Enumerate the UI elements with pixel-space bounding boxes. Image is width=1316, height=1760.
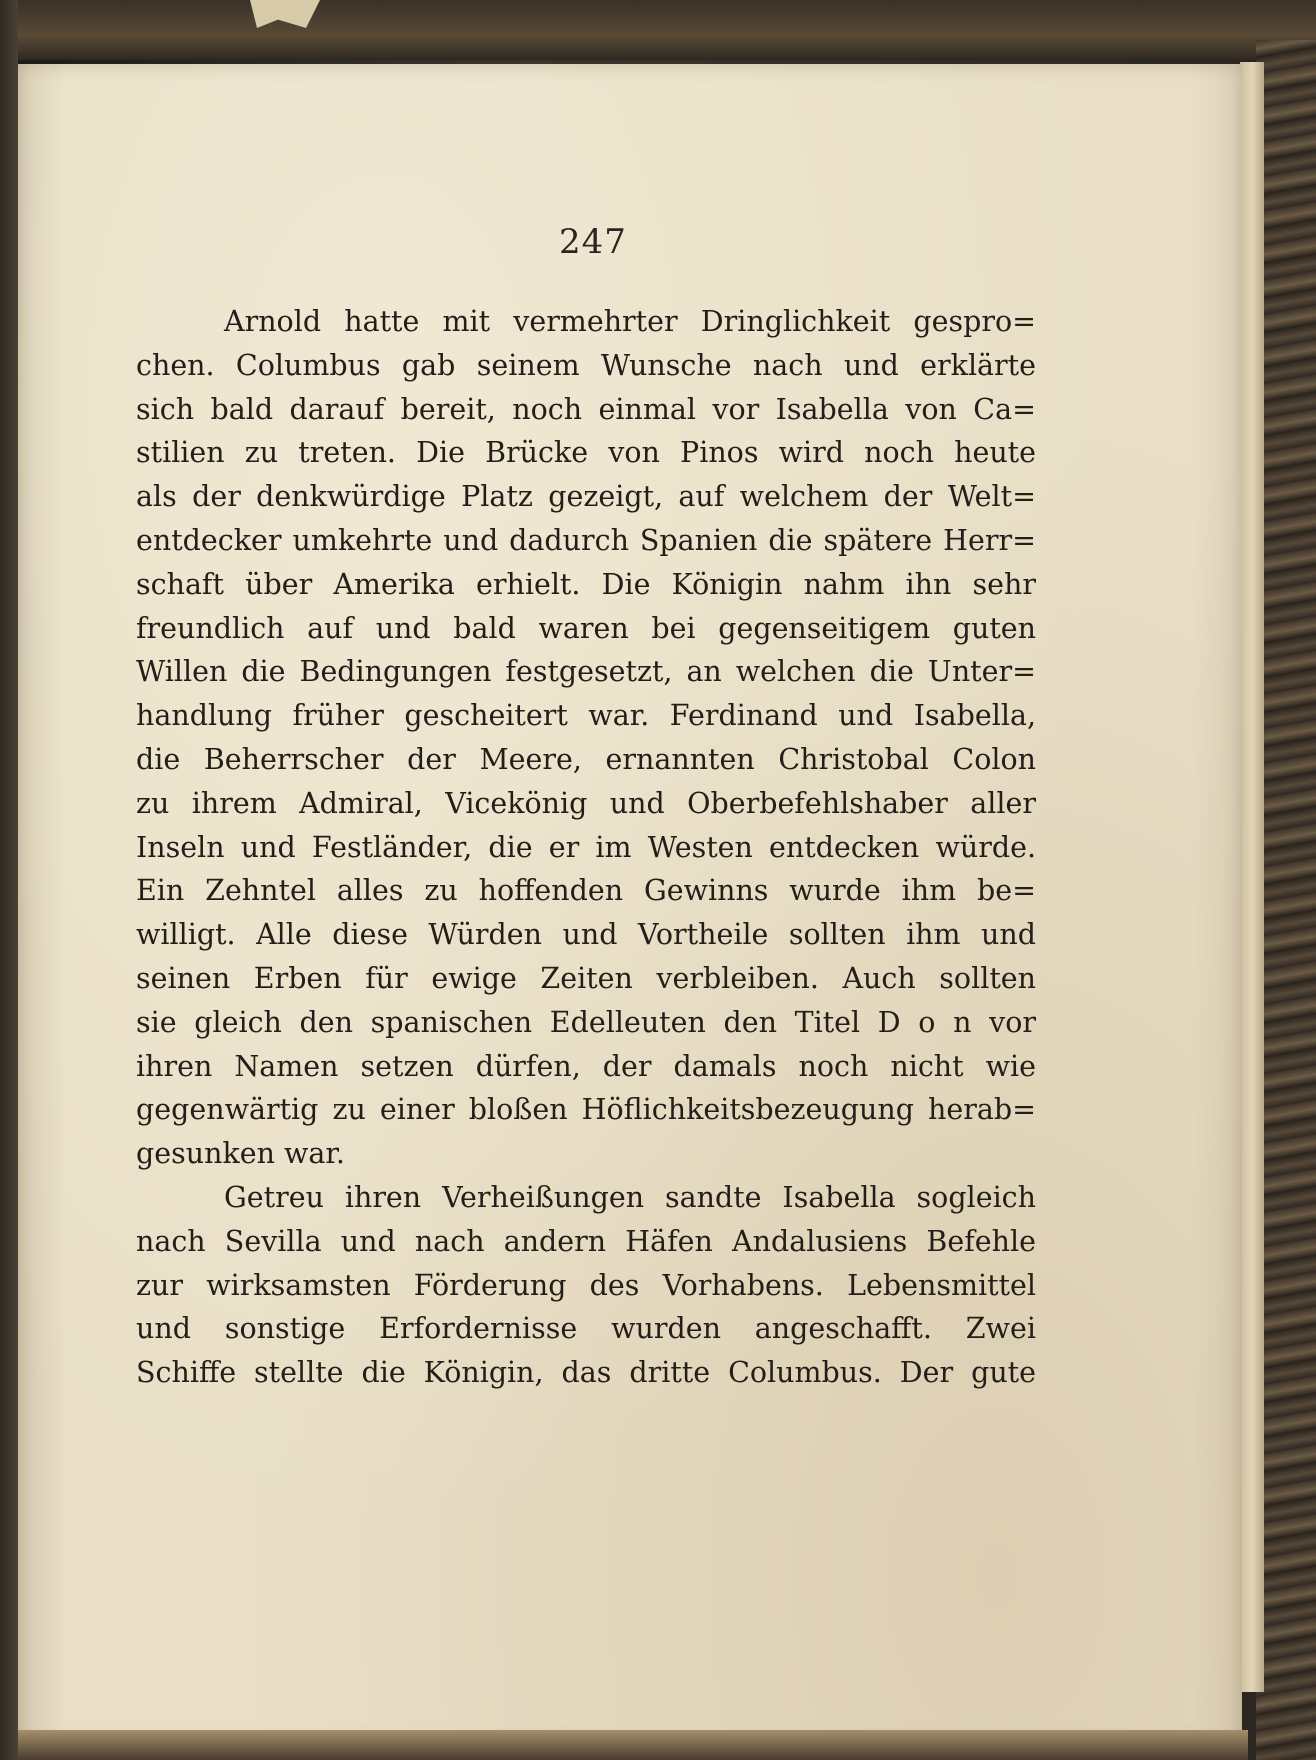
text-line: und sonstige Erfordernisse wurden angeschafft. Zwei [136, 1312, 1036, 1346]
text-line: sie gleich den spanischen Edelleuten den Titel D o n vor [136, 1005, 1036, 1039]
text-line: gesunken war. [136, 1137, 345, 1171]
text-line: chen. Columbus gab seinem Wunsche nach und erklärte [136, 348, 1036, 382]
text-line: freundlich auf und bald waren bei gegenseitigem guten [136, 611, 1036, 645]
text-line: zur wirksamsten Förderung des Vorhabens. Lebensmittel [136, 1268, 1036, 1302]
text-line: Ein Zehntel alles zu hoffenden Gewinns wurde ihm be= [136, 874, 1036, 908]
text-line: Arnold hatte mit vermehrter Dringlichkeit gespro= [224, 305, 1036, 338]
text-line: schaft über Amerika erhielt. Die Königin nahm ihn sehr [136, 567, 1036, 601]
page-number: 247 [559, 222, 627, 262]
text-line: ihren Namen setzen dürfen, der damals noch nicht wie [136, 1049, 1036, 1083]
page-edge [1240, 62, 1264, 1692]
text-line: als der denkwürdige Platz gezeigt, auf welchem der Welt= [136, 480, 1036, 514]
page-text [136, 300, 1036, 1395]
marbled-cover-right [1256, 40, 1316, 1760]
text-line: zu ihrem Admiral, Vicekönig und Oberbefehlshaber aller [136, 786, 1036, 820]
text-line: Getreu ihren Verheißungen sandte Isabella sogleich [224, 1180, 1036, 1214]
text-line: willigt. Alle diese Würden und Vortheile sollten ihm und [136, 918, 1036, 952]
text-line: Inseln und Festländer, die er im Westen entdecken würde. [136, 830, 1036, 864]
text-line: Schiffe stellte die Königin, das dritte Columbus. Der gute [136, 1356, 1036, 1390]
text-line: die Beherrscher der Meere, ernannten Christobal Colon [136, 742, 1036, 776]
text-line: stilien zu treten. Die Brücke von Pinos wird noch heute [136, 436, 1036, 470]
page-bottom-shadow [18, 1730, 1248, 1760]
book-cover-top [0, 0, 1316, 60]
book-cover-left [0, 0, 18, 1760]
text-line: entdecker umkehrte und dadurch Spanien die spätere Herr= [136, 523, 1036, 557]
text-line: sich bald darauf bereit, noch einmal vor Isabella von Ca= [136, 392, 1036, 426]
text-line: handlung früher gescheitert war. Ferdinand und Isabella, [136, 699, 1036, 733]
text-line: gegenwärtig zu einer bloßen Höflichkeitsbezeugung herab= [136, 1093, 1036, 1127]
text-line: seinen Erben für ewige Zeiten verbleiben. Auch sollten [136, 961, 1036, 995]
text-line: Willen die Bedingungen festgesetzt, an welchen die Unter= [136, 655, 1036, 689]
text-line: nach Sevilla und nach andern Häfen Andalusiens Befehle [136, 1224, 1036, 1258]
book-page [18, 64, 1242, 1744]
